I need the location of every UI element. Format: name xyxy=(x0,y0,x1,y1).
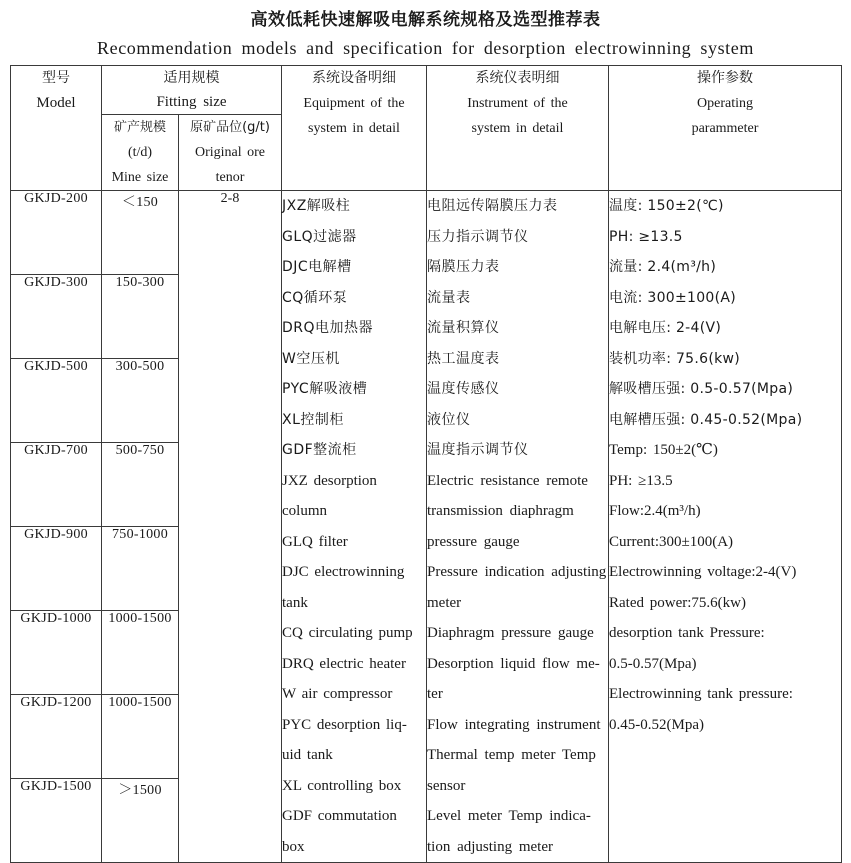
header-fitting-size-cn: 适用规模 xyxy=(163,70,220,86)
list-item: 压力指示调节仪 xyxy=(427,228,529,245)
list-item: 装机功率: 75.6(kw) xyxy=(609,350,741,367)
header-ore-tenor xyxy=(179,115,282,191)
list-item: Electric resistance remote xyxy=(427,472,588,489)
list-item: 解吸槽压强: 0.5-0.57(Mpa) xyxy=(609,381,794,397)
cell-model: GKJD-1500 xyxy=(11,779,102,863)
list-item: W air compressor xyxy=(282,686,393,702)
list-item: Electrowinning voltage:2-4(V) xyxy=(609,564,797,580)
list-item: Pressure indication adjusting xyxy=(427,564,607,580)
cell-mine-size: 500-750 xyxy=(102,443,179,527)
list-item: 液位仪 xyxy=(427,411,471,428)
list-item: tank xyxy=(282,594,308,611)
cell-ore-tenor: 2-8 xyxy=(179,191,282,863)
header-mine-size-unit: (t/d) xyxy=(127,145,153,160)
cell-model: GKJD-200 xyxy=(11,191,102,275)
header-operating-en-line1: Operating xyxy=(697,96,753,111)
list-item: tion adjusting meter xyxy=(427,838,553,855)
cell-mine-size: ＜150 xyxy=(102,191,179,275)
list-item: Level meter Temp indica- xyxy=(427,808,591,824)
list-item: column xyxy=(282,503,327,519)
cell-mine-size: 1000-1500 xyxy=(102,611,179,695)
list-item: DRQ electric heater xyxy=(282,655,406,672)
list-item: 热工温度表 xyxy=(427,350,500,367)
page-title-chinese: 高效低耗快速解吸电解系统规格及选型推荐表 xyxy=(250,10,601,30)
list-item: 电阻远传隔膜压力表 xyxy=(427,198,558,214)
list-item: 电流: 300±100(A) xyxy=(609,289,737,306)
cell-model: GKJD-1000 xyxy=(11,611,102,695)
list-item: transmission diaphragm xyxy=(427,503,574,519)
header-operating-parameter xyxy=(609,66,842,191)
list-item: pressure gauge xyxy=(427,533,520,550)
list-item: 电解槽压强: 0.45-0.52(Mpa) xyxy=(609,411,803,428)
list-item: 0.45-0.52(Mpa) xyxy=(609,716,704,733)
list-item: Electrowinning tank pressure: xyxy=(609,686,793,702)
list-item: JXZ解吸柱 xyxy=(282,198,351,214)
list-item: sensor xyxy=(427,777,466,794)
list-item: CQ循环泵 xyxy=(282,289,348,306)
header-equipment-en-line1: Equipment of the xyxy=(303,96,405,111)
header-model-cn: 型号 xyxy=(42,70,70,86)
list-item: JXZ desorption xyxy=(282,472,377,489)
list-item: 电解电压: 2-4(V) xyxy=(609,320,722,336)
header-ore-tenor-en-line1: Original ore xyxy=(194,145,266,160)
list-item: 温度: 150±2(℃) xyxy=(609,198,724,214)
cell-model: GKJD-500 xyxy=(11,359,102,443)
list-item: PYC解吸液槽 xyxy=(282,381,368,397)
table-header-row xyxy=(11,66,842,115)
list-item: desorption tank Pressure: xyxy=(609,625,765,641)
cell-model: GKJD-1200 xyxy=(11,695,102,779)
cell-mine-size: 1000-1500 xyxy=(102,695,179,779)
cell-operating-list xyxy=(609,191,842,863)
list-item: GLQ过滤器 xyxy=(282,228,357,245)
list-item: Diaphragm pressure gauge xyxy=(427,625,594,641)
list-item: Flow integrating instrument xyxy=(427,716,601,733)
list-item: Current:300±100(A) xyxy=(609,533,734,550)
list-item: meter xyxy=(427,594,462,611)
list-item: 0.5-0.57(Mpa) xyxy=(609,655,697,672)
header-equipment-cn: 系统设备明细 xyxy=(312,70,396,86)
list-item: GLQ filter xyxy=(282,533,348,550)
list-item: 流量: 2.4(m³/h) xyxy=(609,259,717,275)
header-ore-tenor-en-line2: tenor xyxy=(215,170,245,185)
list-item: 隔膜压力表 xyxy=(427,259,500,275)
cell-mine-size: 150-300 xyxy=(102,275,179,359)
header-mine-size-en: Mine size xyxy=(111,170,169,185)
table-row xyxy=(11,191,842,275)
cell-model: GKJD-300 xyxy=(11,275,102,359)
header-operating-en-line2: parammeter xyxy=(691,121,759,136)
header-fitting-size-en: Fitting size xyxy=(156,94,227,110)
header-equipment xyxy=(282,66,427,191)
header-instrument-en-line2: system in detail xyxy=(471,121,564,136)
list-item: PH: ≥13.5 xyxy=(609,228,683,245)
list-item: PH: ≥13.5 xyxy=(609,472,673,489)
list-item: GDF整流柜 xyxy=(282,442,357,458)
header-equipment-en-line2: system in detail xyxy=(308,121,400,136)
list-item: 温度指示调节仪 xyxy=(427,442,529,458)
list-item: Desorption liquid flow me- xyxy=(427,655,600,672)
list-item: W空压机 xyxy=(282,350,340,367)
list-item: CQ circulating pump xyxy=(282,625,413,641)
cell-mine-size: ＞1500 xyxy=(102,779,179,863)
header-ore-tenor-cn: 原矿品位(g/t) xyxy=(190,120,270,135)
list-item: 温度传感仪 xyxy=(427,381,500,397)
header-instrument-cn: 系统仪表明细 xyxy=(475,70,560,86)
list-item: XL controlling box xyxy=(282,777,402,794)
list-item: Flow:2.4(m³/h) xyxy=(609,503,701,519)
page-title-block xyxy=(0,0,851,61)
cell-instrument-list xyxy=(427,191,609,863)
operating-line-container xyxy=(609,191,841,740)
header-mine-size xyxy=(102,115,179,191)
list-item: 流量表 xyxy=(427,289,471,306)
list-item: box xyxy=(282,838,305,855)
instrument-line-container xyxy=(427,191,608,862)
header-mine-size-cn: 矿产规模 xyxy=(113,120,166,135)
specification-table xyxy=(10,65,842,863)
cell-model: GKJD-900 xyxy=(11,527,102,611)
header-model-en: Model xyxy=(36,95,76,111)
cell-mine-size: 300-500 xyxy=(102,359,179,443)
cell-model: GKJD-700 xyxy=(11,443,102,527)
header-instrument xyxy=(427,66,609,191)
list-item: ter xyxy=(427,686,443,702)
list-item: PYC desorption liq- xyxy=(282,716,407,733)
list-item: Rated power:75.6(kw) xyxy=(609,594,746,611)
list-item: uid tank xyxy=(282,747,333,763)
header-operating-cn: 操作参数 xyxy=(697,70,753,86)
list-item: Thermal temp meter Temp xyxy=(427,747,596,763)
cell-equipment-list xyxy=(282,191,427,863)
list-item: DJC电解槽 xyxy=(282,259,352,275)
list-item: GDF commutation xyxy=(282,808,397,824)
list-item: DRQ电加热器 xyxy=(282,320,374,336)
list-item: DJC electrowinning xyxy=(282,564,405,580)
cell-mine-size: 750-1000 xyxy=(102,527,179,611)
list-item: XL控制柜 xyxy=(282,411,344,428)
header-fitting-size xyxy=(102,66,282,115)
header-instrument-en-line1: Instrument of the xyxy=(467,96,568,111)
list-item: 流量积算仪 xyxy=(427,320,500,336)
page-title-english: Recommendation models and specification for desorption electrowinning system xyxy=(97,38,754,58)
equipment-line-container xyxy=(282,191,426,862)
list-item: Temp: 150±2(℃) xyxy=(609,442,718,458)
header-model xyxy=(11,66,102,191)
